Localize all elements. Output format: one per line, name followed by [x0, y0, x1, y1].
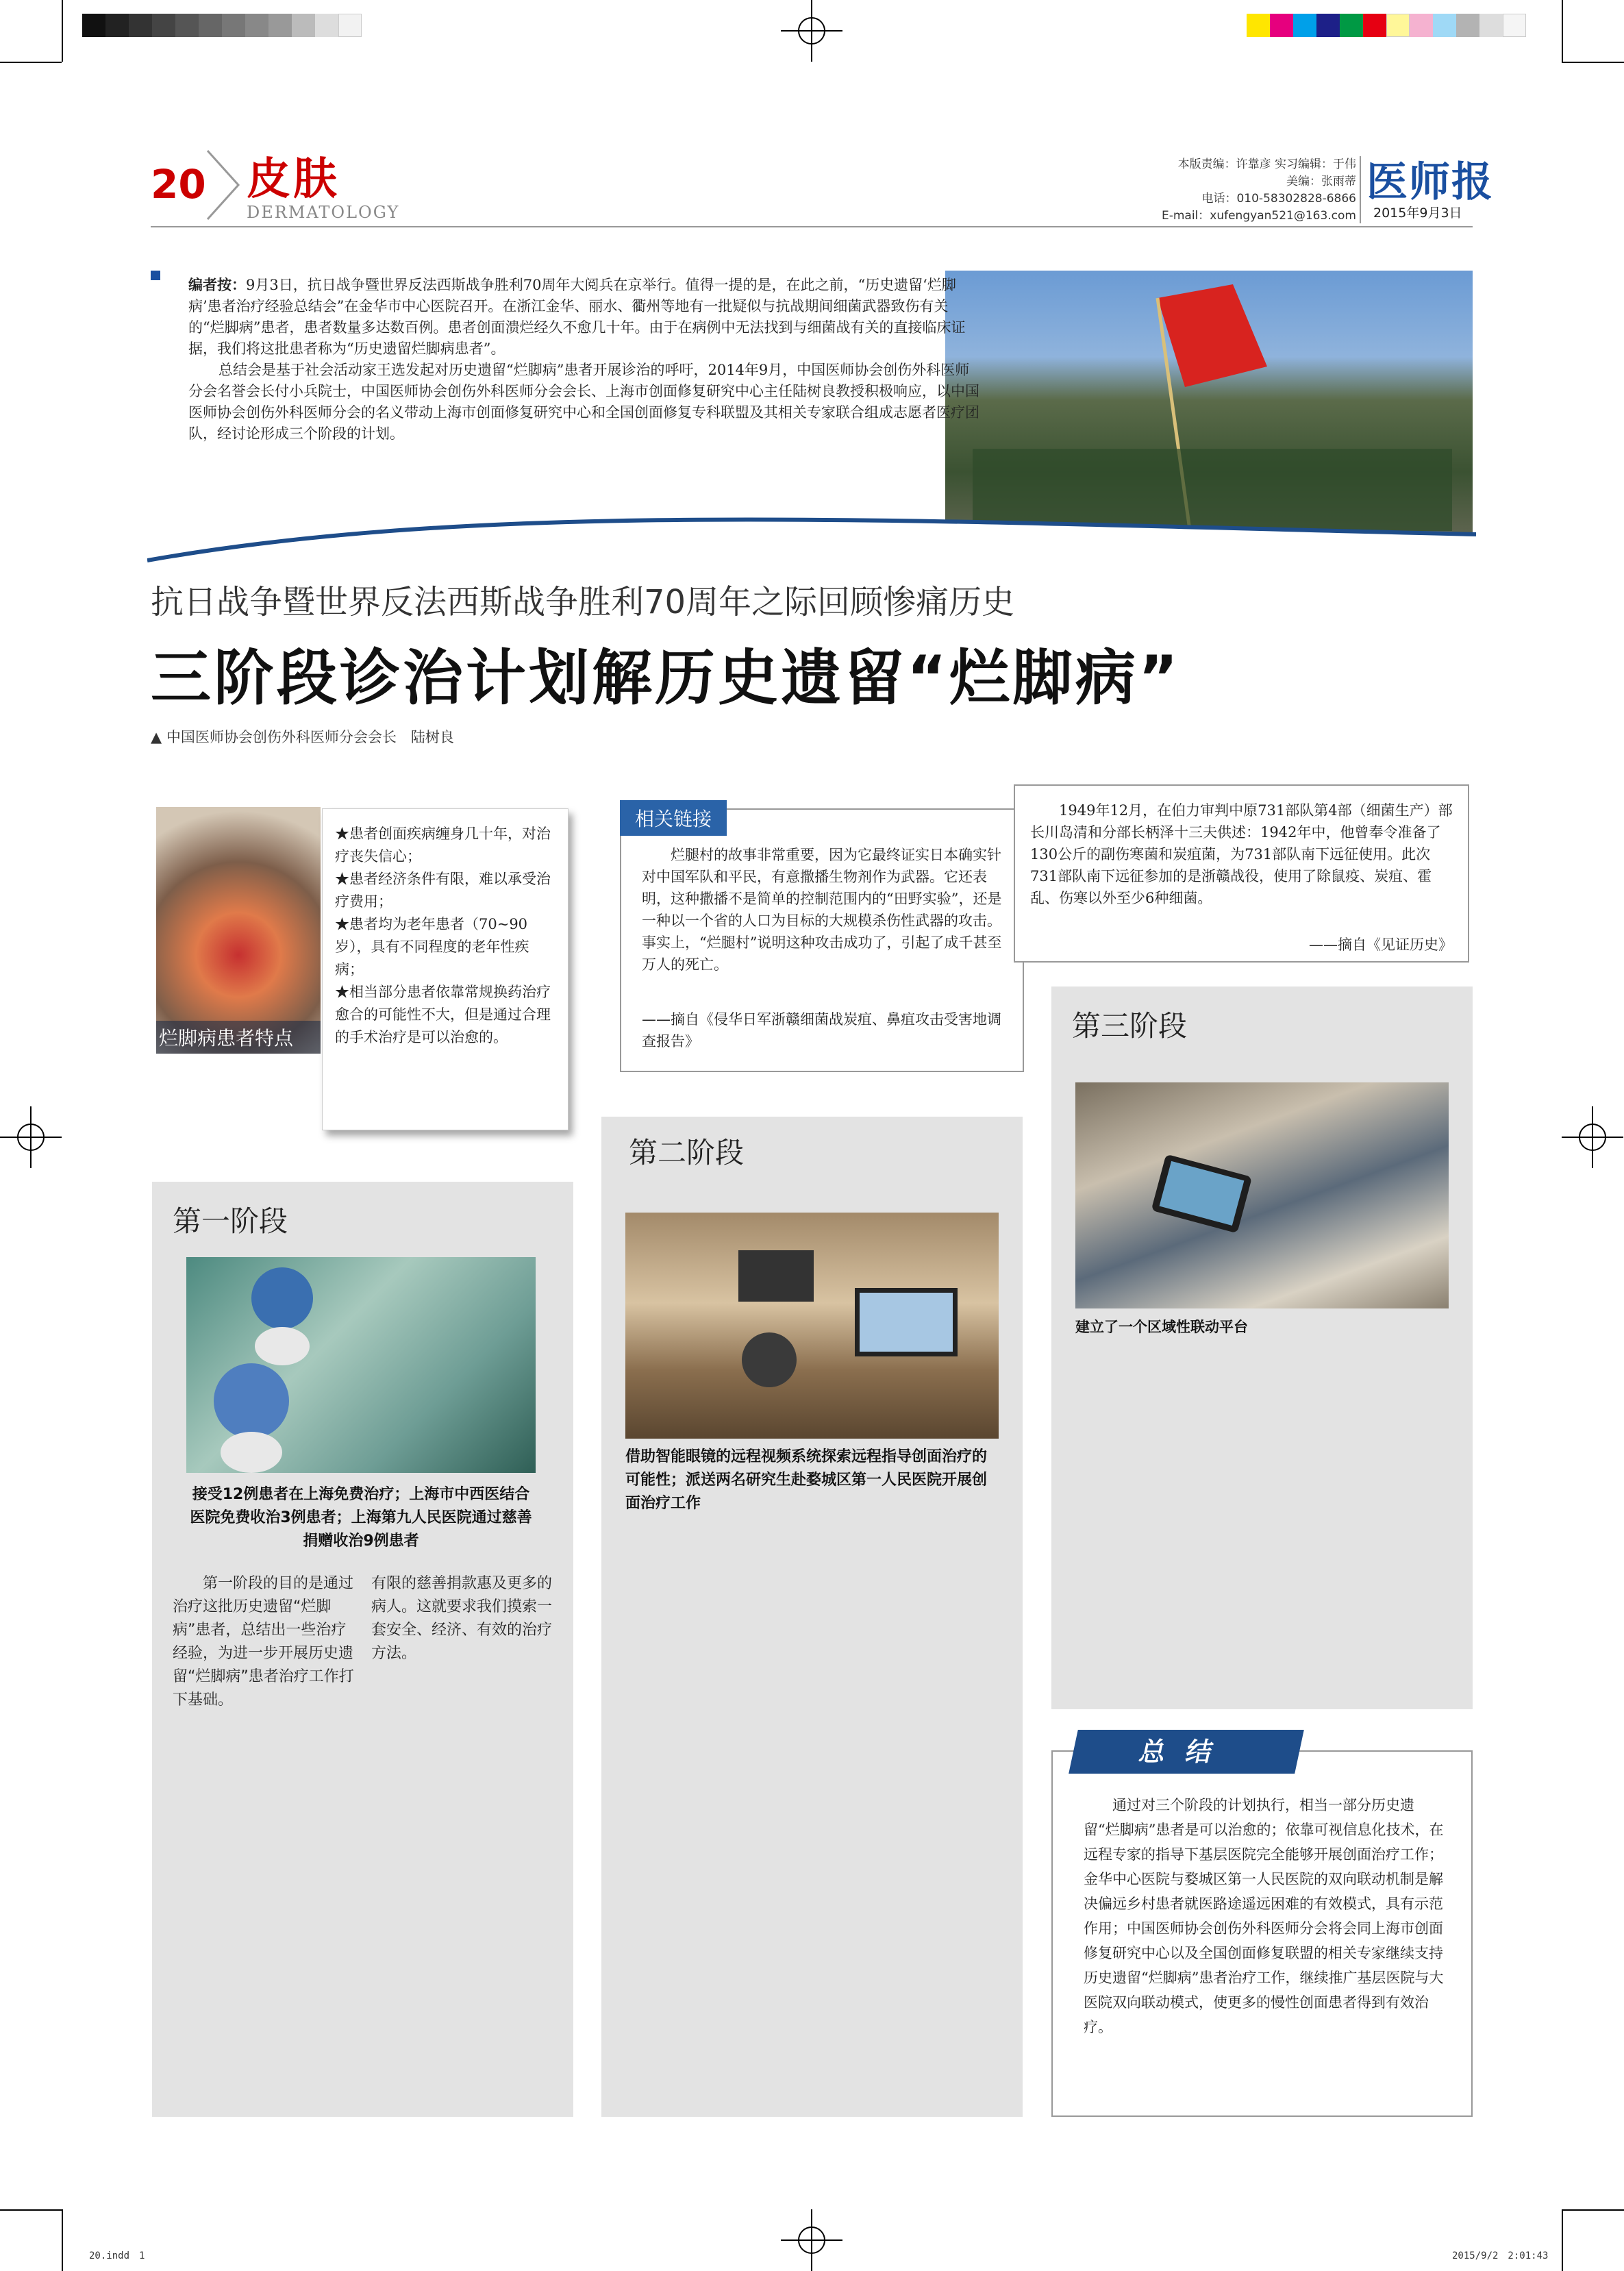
related-link-text: 烂腿村的故事非常重要，因为它最终证实日本确实针对中国军队和平民，有意撒播生物剂作为武器。它还表明，这种撒播不是简单的控制范围内的“田野实验”，还是一种以一个省的人口为目标的大规模杀伤性武器的攻击。事实上，“烂腿村”说明这种攻击成功了，引起了成千甚至万人的死亡。: [642, 847, 1002, 973]
stage-three-caption: 建立了一个区域性联动平台: [1075, 1319, 1248, 1335]
feature-item: ★患者均为老年患者（70~90岁），具有不同程度的老年性疾病；: [335, 916, 529, 978]
masthead-logo: 医师报: [1366, 158, 1494, 206]
wave-divider: [147, 480, 1476, 569]
section-title-en: DERMATOLOGY: [247, 203, 400, 222]
header-credits: [1069, 156, 1356, 225]
chevron-icon: [204, 147, 245, 223]
registration-mark-left: [0, 1106, 62, 1168]
stage-three-title: 第三阶段: [1072, 1009, 1188, 1043]
trim-mark: [1562, 62, 1624, 63]
section-title: 皮肤: [247, 154, 340, 205]
article-title: 三阶段诊治计划解历史遗留“烂脚病”: [151, 643, 1181, 713]
stage-one-panel: [152, 1182, 573, 2117]
article-subtitle: 抗日战争暨世界反法西斯战争胜利70周年之际回顾惨痛历史: [151, 583, 1015, 621]
stage-one-photo: [186, 1257, 536, 1473]
monitor-icon: [625, 1213, 999, 1439]
summary-box: [1051, 1737, 1473, 2117]
stage-one-col1: 第一阶段的目的是通过治疗这批历史遗留“烂脚病”患者，总结出一些治疗经验，为进一步开展历史遗留“烂脚病”患者治疗工作打下基础。: [173, 1575, 354, 1709]
surgery-icon: [186, 1257, 536, 1473]
related-link-box: [620, 808, 1024, 1072]
registration-mark-bottom: [781, 2209, 842, 2271]
editors-line: 本版责编：许靠彦 实习编辑：于伟: [1177, 158, 1356, 171]
trim-mark: [1562, 0, 1563, 62]
patient-features-card: [322, 808, 569, 1130]
byline: ▲ 中国医师协会创伤外科医师分会会长 陆树良: [151, 729, 454, 745]
trim-mark: [1562, 2209, 1563, 2271]
stage-three-panel: [1051, 986, 1473, 1709]
registration-mark-top: [781, 0, 842, 62]
issue-date: 2015年9月3日: [1373, 206, 1462, 221]
note-bullet: [151, 271, 160, 280]
grayscale-bar: [82, 14, 362, 40]
history-source: ——摘自《见证历史》: [1309, 936, 1453, 953]
trim-mark: [0, 2209, 62, 2211]
phone-line: 电话：010-58302828-6866: [1201, 192, 1356, 206]
trim-mark: [62, 2209, 63, 2271]
stage-three-photo: [1075, 1082, 1449, 1308]
note-paragraph-1: 9月3日，抗日战争暨世界反法西斯战争胜利70周年大阅兵在京举行。值得一提的是，在此之前，“历史遗留‘烂脚病’患者治疗经验总结会”在金华市中心医院召开。在浙江金华、丽水、衢州等地有一批疑似与抗战期间细菌武器致伤有关的“烂脚病”患者，患者数量多达数百例。患者创面溃烂经久不愈几十年。由于在病例中无法找到与细菌战有关的直接临床证据，我们将这批患者称为“历史遗留烂脚病患者”。: [188, 277, 966, 357]
wound-photo: [156, 807, 321, 1054]
footer-file: 20.indd 1: [89, 2250, 145, 2261]
patient-features-label: 烂脚病患者特点: [156, 1021, 321, 1054]
stage-two-panel: [601, 1117, 1023, 2117]
designer-line: 美编：张雨蒂: [1286, 175, 1356, 188]
summary-tag: 总结: [1069, 1730, 1304, 1774]
history-box: [1014, 784, 1469, 963]
feature-item: ★患者经济条件有限，难以承受治疗费用；: [335, 871, 551, 910]
stage-two-caption: 借助智能眼镜的远程视频系统探索远程指导创面治疗的可能性；派送两名研究生赴婺城区第一人民医院开展创面治疗工作: [625, 1448, 988, 1512]
stage-one-title: 第一阶段: [173, 1204, 288, 1238]
footer-timestamp: 2015/9/2 2:01:43: [1452, 2250, 1549, 2261]
stage-two-title: 第二阶段: [629, 1136, 745, 1169]
registration-mark-right: [1562, 1106, 1623, 1168]
tablet-icon: [1075, 1082, 1449, 1308]
feature-item: ★相当部分患者依靠常规换药治疗愈合的可能性不大，但是通过合理的手术治疗是可以治愈的。: [335, 984, 551, 1045]
history-text: 1949年12月，在伯力审判中原731部队第4部（细菌生产）部长川岛清和分部长柄泽十三夫供述：1942年中，他曾奉令准备了130公斤的副伤寒菌和炭疽菌，为731部队南下远征使用。此次731部队南下远征参加的是浙赣战役，使用了除鼠疫、炭疽、霍乱、伤寒以外至少6种细菌。: [1030, 802, 1453, 906]
trim-mark: [62, 0, 63, 62]
color-bar: [1247, 14, 1526, 40]
related-link-source: ——摘自《侵华日军浙赣细菌战炭疽、鼻疽攻击受害地调查报告》: [642, 1011, 1001, 1050]
editor-note: [188, 274, 983, 445]
page-number: 20: [151, 161, 206, 208]
trim-mark: [1562, 2209, 1624, 2211]
note-paragraph-2: 总结会是基于社会活动家王选发起对历史遗留“烂脚病”患者开展诊治的呼吁，2014年9月，中国医师协会创伤外科医师分会名誉会长付小兵院士，中国医师协会创伤外科医师分会会长、上海市创面修复研究中心主任陆树良教授积极响应，以中国医师协会创伤外科医师分会的名义带动上海市创面修复研究中心和全国创面修复专科联盟及其相关专家联合组成志愿者医疗团队，经讨论形成三个阶段的计划。: [188, 362, 979, 442]
feature-item: ★患者创面疾病缠身几十年，对治疗丧失信心；: [335, 826, 551, 865]
email-line: E-mail：xufengyan521@163.com: [1161, 209, 1356, 223]
header-rule: [151, 226, 1473, 227]
trim-mark: [0, 62, 62, 63]
related-link-tag: 相关链接: [620, 800, 727, 836]
summary-text: 通过对三个阶段的计划执行，相当一部分历史遗留“烂脚病”患者是可以治愈的；依靠可视信息化技术，在远程专家的指导下基层医院完全能够开展创面治疗工作；金华中心医院与婺城区第一人民医院的双向联动机制是解决偏远乡村患者就医路途遥远困难的有效模式，具有示范作用；中国医师协会创伤外科医师分会将会同上海市创面修复研究中心以及全国创面修复联盟的相关专家继续支持历史遗留“烂脚病”患者治疗工作，继续推广基层医院与大医院双向联动模式，使更多的慢性创面患者得到有效治疗。: [1084, 1797, 1444, 2035]
header-divider: [1360, 156, 1361, 223]
stage-one-col2: 有限的慈善捐款惠及更多的病人。这就要求我们摸索一套安全、经济、有效的治疗方法。: [371, 1575, 553, 1662]
stage-two-photo: [625, 1213, 999, 1439]
note-label: 编者按：: [188, 276, 246, 293]
stage-one-caption: 接受12例患者在上海免费治疗；上海市中西医结合医院免费收治3例患者；上海第九人民医院通过慈善捐赠收治9例患者: [190, 1486, 532, 1550]
